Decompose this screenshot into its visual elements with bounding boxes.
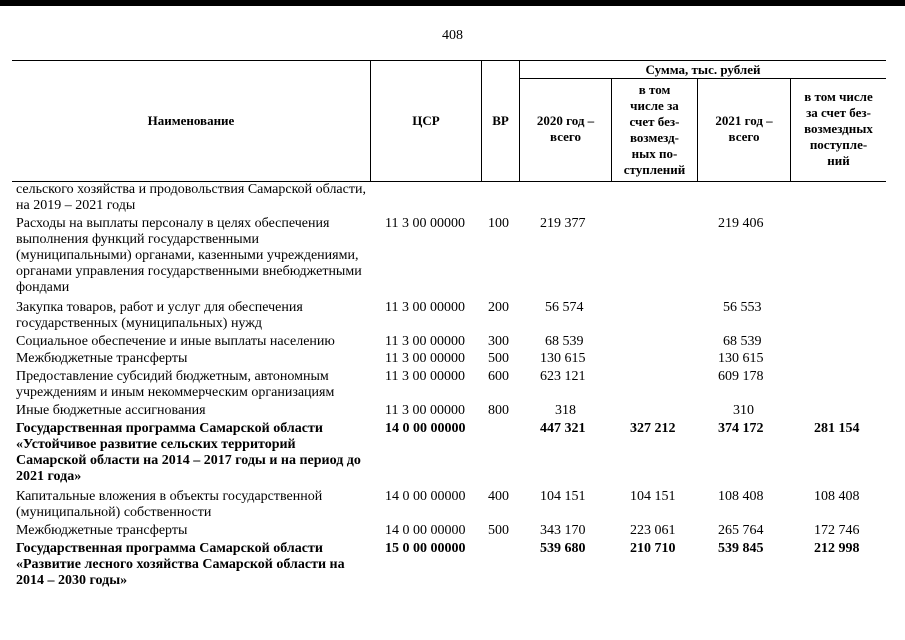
row-csr: 14 0 00 00000 [385,489,466,504]
row-2021-total: 108 408 [718,489,764,504]
header-name: Наименование [147,113,235,128]
row-vr: 100 [488,216,509,231]
row-name: Социальное обеспечение и иные выплаты населению [16,334,335,349]
row-2020-total: 539 680 [540,541,586,556]
row-2020-total: 447 321 [540,421,586,436]
row-name: Государственная программа Самарской области «Устойчивое развитие сельских территорий Самарской области на 2014 – 2017 годы и на период до 2021 года» [16,421,361,484]
row-vr: 500 [488,523,509,538]
row-vr: 400 [488,489,509,504]
row-2020-total: 343 170 [540,523,586,538]
sum-group-rule [519,78,886,79]
row-name: Расходы на выплаты персоналу в целях обеспечения выполнения функций государственными (муниципальными) органами, казенными учреждениями, органами управления государственными внебюджетными фондами [16,216,362,295]
row-name: сельского хозяйства и продовольствия Самарской области, на 2019 – 2021 годы [16,182,366,213]
row-2021-grants: 212 998 [814,541,860,556]
row-2021-grants: 108 408 [814,489,860,504]
row-vr: 500 [488,351,509,366]
row-vr: 200 [488,300,509,315]
row-name: Закупка товаров, работ и услуг для обеспечения государственных (муниципальных) нужд [16,300,303,331]
header-2021-grants: в том числе за счет без- возмездных поступле- ний [804,89,873,168]
row-csr: 11 3 00 00000 [385,403,465,418]
row-name: Межбюджетные трансферты [16,351,188,366]
row-name: Межбюджетные трансферты [16,523,188,538]
row-2021-total: 539 845 [718,541,764,556]
top-border [0,0,905,6]
row-2020-total: 68 539 [545,334,584,349]
row-name: Государственная программа Самарской области «Развитие лесного хозяйства Самарской области на 2014 – 2030 годы» [16,541,345,588]
row-2020-grants: 210 710 [630,541,676,556]
row-vr: 800 [488,403,509,418]
row-2020-total: 56 574 [545,300,584,315]
row-vr: 300 [488,334,509,349]
header-vr: ВР [492,113,509,128]
header-2020-total: 2020 год – всего [536,113,595,144]
row-2020-grants: 327 212 [630,421,676,436]
row-name: Иные бюджетные ассигнования [16,403,206,418]
row-2020-total: 318 [555,403,576,418]
row-csr: 11 3 00 00000 [385,216,465,231]
row-2020-total: 623 121 [540,369,586,384]
row-2021-total: 68 539 [723,334,762,349]
row-vr: 600 [488,369,509,384]
row-2021-total: 219 406 [718,216,764,231]
row-2020-total: 130 615 [540,351,586,366]
row-2020-grants: 104 151 [630,489,676,504]
row-2021-grants: 281 154 [814,421,860,436]
row-2020-total: 104 151 [540,489,586,504]
header-csr: ЦСР [412,113,440,128]
row-2021-grants: 172 746 [814,523,860,538]
header-top-rule [12,60,886,61]
row-2020-total: 219 377 [540,216,586,231]
row-csr: 14 0 00 00000 [385,523,466,538]
row-2021-total: 609 178 [718,369,764,384]
row-csr: 11 3 00 00000 [385,351,465,366]
header-2021-total: 2021 год – всего [715,113,773,144]
row-csr: 11 3 00 00000 [385,369,465,384]
page-number: 408 [442,28,463,43]
header-2020-grants: в том числе за счет без- возмезд- ных по- ступлений [623,82,686,177]
row-name: Предоставление субсидий бюджетным, автономным учреждениям и иным некоммерческим организациям [16,369,335,400]
row-name: Капитальные вложения в объекты государственной (муниципальной) собственности [16,489,323,520]
row-2021-total: 56 553 [723,300,762,315]
header-sum-group: Сумма, тыс. рублей [645,62,761,77]
row-csr: 11 3 00 00000 [385,334,465,349]
row-2021-total: 310 [733,403,754,418]
row-csr: 14 0 00 00000 [385,421,466,436]
row-csr: 11 3 00 00000 [385,300,465,315]
row-2021-total: 265 764 [718,523,764,538]
row-2021-total: 130 615 [718,351,764,366]
row-csr: 15 0 00 00000 [385,541,466,556]
row-2020-grants: 223 061 [630,523,676,538]
row-2021-total: 374 172 [718,421,764,436]
